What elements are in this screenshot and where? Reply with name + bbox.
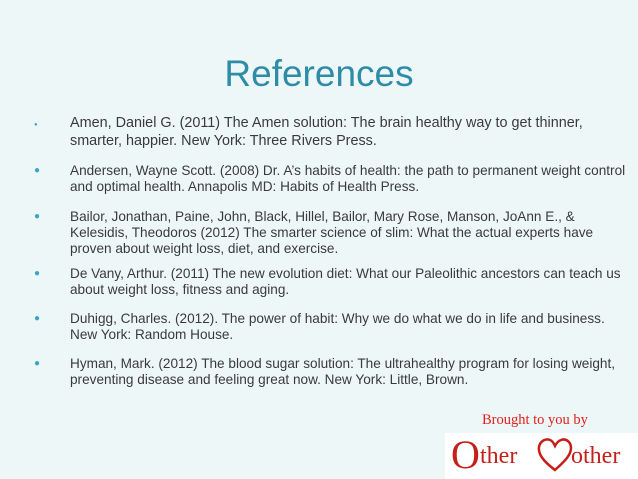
reference-text: Bailor, Jonathan, Paine, John, Black, Hillel, Bailor, Mary Rose, Manson, JoAnn E., & Kelesidis, Theodoros (2012) The smarter science of slim: What the actual experts have proven about weight loss, diet, and exercise. [70,209,594,256]
bullet-dot-icon: ● [34,268,41,279]
logo-word-ther: ther [480,443,518,469]
logo-word-other: other [571,443,621,469]
reference-text: De Vany, Arthur. (2011) The new evolution diet: What our Paleolithic ancestors can teach us about weight loss, fitness and aging. [70,266,621,297]
bullet-dot-icon: ● [34,358,41,369]
brand-logo [445,433,638,479]
slide-title: References [224,53,414,94]
bullet-dot-icon: ● [34,165,41,176]
bullet-dot-icon: ● [34,313,41,324]
reference-text: Hyman, Mark. (2012) The blood sugar solution: The ultrahealthy program for losing weight, preventing disease and feeling great now. New York: Little, Brown. [70,356,616,387]
logo-letter-o: O [451,432,480,477]
bullet-dot-icon: ● [34,211,41,222]
bullet-dot-icon: ● [34,122,38,128]
brought-to-you-by: Brought to you by [482,412,588,428]
reference-text: Amen, Daniel G. (2011) The Amen solution: The brain healthy way to get thinner, smarter, happier. New York: Three Rivers Press. [70,115,583,149]
reference-text: Duhigg, Charles. (2012). The power of habit: Why we do what we do in life and business. New York: Random House. [70,311,605,342]
reference-text: Andersen, Wayne Scott. (2008) Dr. A’s habits of health: the path to permanent weight control and optimal health. Annapolis MD: Habits of Health Press. [70,163,626,194]
heart-icon [537,437,573,473]
